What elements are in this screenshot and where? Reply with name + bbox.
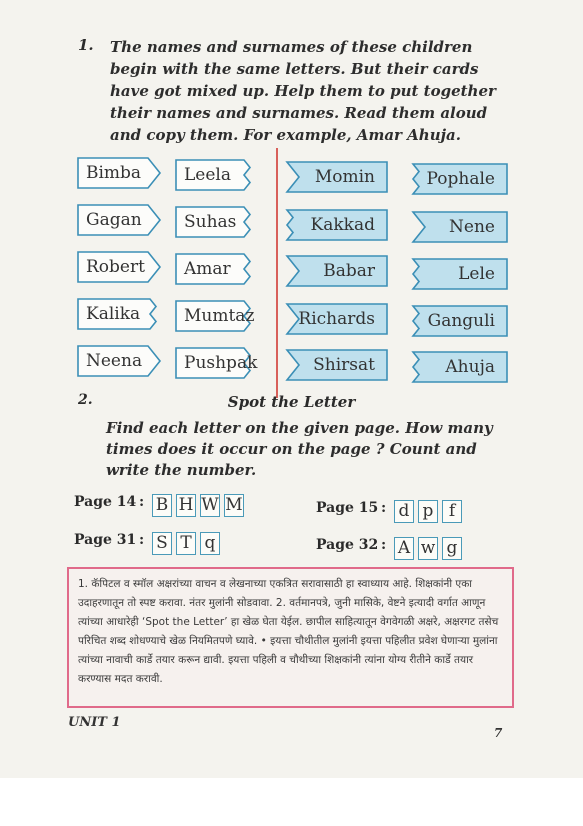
name-card-label: Pushpak	[184, 353, 258, 373]
name-card-babar	[287, 256, 387, 286]
name-card-shirsat	[287, 350, 387, 380]
spot-colon: :	[381, 537, 387, 553]
name-card-robert	[78, 252, 160, 282]
name-card-label: Amar	[184, 259, 231, 279]
letter-box: H	[176, 494, 196, 517]
question-2-number: 2.	[78, 392, 93, 408]
letter-box: A	[394, 537, 414, 560]
name-card-label: Ahuja	[445, 357, 495, 377]
name-card-label: Pophale	[426, 169, 495, 189]
spot-page-label: Page 32	[316, 537, 379, 553]
spot-row-page-15	[316, 500, 456, 521]
name-card-label: Neena	[86, 351, 143, 371]
name-card-label: Babar	[323, 261, 375, 281]
letter-box: W	[201, 495, 219, 515]
name-card-ganguli	[413, 306, 507, 336]
letter-box: S	[152, 532, 172, 555]
name-card-suhas	[176, 207, 254, 237]
letter-box: p	[418, 500, 438, 523]
name-card-nene	[413, 212, 507, 242]
name-card-lele	[413, 259, 507, 289]
name-card-amar	[176, 254, 254, 284]
letter-box: B	[152, 494, 172, 517]
question-2-instructions: Find each letter on the given page. How many times does it occur on the page ? Count and write the number.	[106, 419, 493, 479]
spot-row-page-32	[316, 537, 458, 558]
name-card-label: Suhas	[184, 212, 237, 232]
letter-box: g	[442, 537, 462, 560]
name-card-label: Richards	[298, 309, 375, 329]
name-card-mumtaz	[176, 301, 254, 331]
letter-box: w	[418, 537, 438, 560]
name-card-kakkad	[287, 210, 387, 240]
name-card-label: Lele	[458, 264, 495, 284]
name-card-leela	[176, 160, 254, 190]
name-card-label: Leela	[184, 165, 231, 185]
name-card-kalika	[78, 299, 160, 329]
name-card-label: Ganguli	[427, 311, 495, 331]
name-card-label: Robert	[86, 257, 145, 277]
name-card-bimba	[78, 158, 160, 188]
letter-box: M	[225, 495, 243, 515]
name-card-gagan	[78, 205, 160, 235]
name-card-pushpak	[176, 348, 258, 378]
spot-row-page-31	[74, 532, 216, 553]
page-number: 7	[494, 726, 503, 740]
question-1-instructions: The names and surnames of these children begin with the same letters. But their cards have got mixed up. Help them to put together their names and surnames. Read them aloud and copy them. For example, Amar Ahuja.	[110, 38, 496, 144]
letter-box: d	[394, 500, 414, 523]
spot-colon: :	[381, 500, 387, 516]
spot-row-page-14	[74, 494, 243, 515]
name-card-label: Nene	[449, 217, 495, 237]
name-card-richards	[287, 304, 387, 334]
question-1-number: 1.	[78, 36, 94, 54]
name-card-label: Bimba	[86, 163, 142, 183]
name-card-neena	[78, 346, 160, 376]
spot-page-label: Page 15	[316, 500, 379, 516]
name-card-label: Momin	[314, 167, 375, 187]
teacher-note-box: 1. कॅपिटल व स्मॉल अक्षरांच्या वाचन व लेखनाच्या एकत्रित सरावासाठी हा स्वाध्याय आहे. शिक्षकांनी एका उदाहरणातून तो स्पष्ट करावा. नंतर मुलांनी सोडवावा. 2. वर्तमानपत्रे, जुनी मासिके, वेष्टने इत्यादी वर्गात आणून त्यांच्या आधारेही ‘Spot the Letter’ हा खेळ घेता येईल. छापील साहित्यातून वेगवेगळी अक्षरे, अक्षरगट तसेच परिचित शब्द शोधण्याचे खेळ नियमितपणे घ्यावे. • इयत्ता चौथीतील मुलांनी इयत्ता पहिलीत प्रवेश घेणाऱ्या मुलांना त्यांच्या नावाची कार्डे तयार करून द्यावी. इयत्ता पहिली व चौथीच्या शिक्षकांनी त्यांना योग्य रीतीने कार्डे तयार करण्यास मदत करावी.	[67, 567, 514, 708]
letter-box: q	[200, 532, 220, 555]
unit-label: UNIT 1	[68, 715, 121, 730]
name-card-label: Gagan	[86, 210, 142, 230]
letter-box: T	[176, 532, 196, 555]
name-card-momin	[287, 162, 387, 192]
name-card-label: Shirsat	[313, 355, 375, 375]
spot-colon: :	[139, 494, 145, 510]
name-card-label: Mumtaz	[184, 306, 255, 326]
name-card-pophale	[413, 164, 507, 194]
spot-colon: :	[139, 532, 145, 548]
name-card-ahuja	[413, 352, 507, 382]
spot-page-label: Page 14	[74, 494, 137, 510]
letter-box: f	[442, 500, 462, 523]
question-2-title: Spot the Letter	[227, 393, 356, 411]
name-card-label: Kalika	[86, 304, 141, 324]
cards-divider	[276, 148, 278, 398]
name-card-label: Kakkad	[310, 215, 375, 235]
spot-page-label: Page 31	[74, 532, 137, 548]
